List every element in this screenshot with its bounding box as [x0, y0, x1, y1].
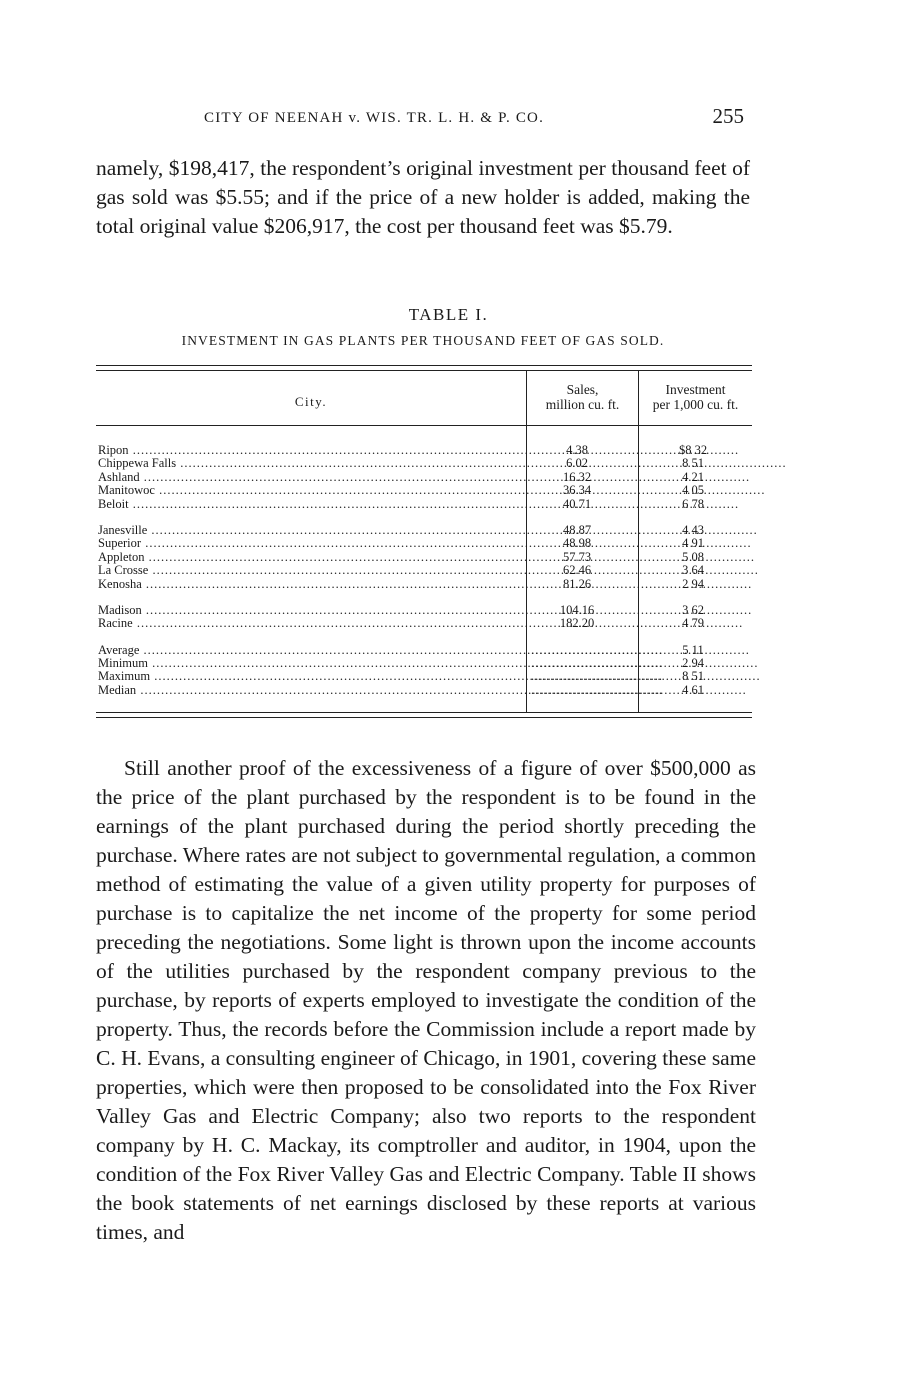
- investment-cell: 5 08: [682, 549, 704, 564]
- investment-cell: 3 62: [682, 602, 704, 617]
- table-bottom-rule-2: [96, 717, 752, 718]
- summary-label: Minimum .....: [98, 657, 522, 670]
- city-cell: Janesville .....: [98, 524, 522, 537]
- row-group-spacer: [96, 511, 752, 524]
- investment-cell: 4 79: [682, 616, 704, 631]
- table-caption: INVESTMENT IN GAS PLANTS PER THOUSAND FEET OF GAS SOLD.: [181, 333, 665, 348]
- table-title: TABLE I.: [408, 305, 489, 324]
- header-bottom-rule: [96, 425, 752, 426]
- table-top-rule-2: [96, 370, 752, 371]
- city-cell: La Crosse .....: [98, 564, 522, 577]
- sales-cell: 48.98: [562, 536, 592, 551]
- investment-cell: 8 51: [682, 456, 704, 471]
- sales-cell: 62.46: [562, 563, 592, 578]
- paragraph-body: Still another proof of the excessiveness of a figure of over $500,000 as the price of the plant purchased by the respondent is to be found in the earnings of the plant purchased during the period shortly preceding the purchase. Where rates are not subject to governmental regulation, a common method of estimating the value of a given utility property for purposes of purchase is to capitalize the net income of the property for some period preceding the negotiations. Some light is thrown upon the income accounts of the utilities purchased by the respondent company previous to the purchase, by reports of experts employed to investigate the condition of the property. Thus, the records before the Commission include a report made by C. H. Evans, a consulting engineer of Chicago, in 1901, covering these same properties, which were then proposed to be consolidated into the Fox River Valley Gas and Electric Company; also two reports to the respondent company by H. C. Mackay, its comptroller and auditor, in 1904, upon the condition of the Fox River Valley Gas and Electric Company. Table II shows the book statements of net earnings disclosed by these reports at various times, and: [96, 756, 756, 1244]
- summary-label: Median .....: [98, 684, 522, 697]
- table-row: [96, 617, 752, 630]
- sales-cell: 40.71: [562, 496, 592, 511]
- investment-cell: 5 11: [682, 642, 704, 657]
- table-row: [96, 537, 752, 550]
- investment-cell: 2 94: [682, 656, 704, 671]
- table-bottom-rule: [96, 712, 752, 713]
- summary-row: [96, 644, 752, 657]
- sales-cell: 48.87: [562, 522, 592, 537]
- table-row: [96, 524, 752, 537]
- column-header-investment-line2: per 1,000 cu. ft.: [652, 397, 739, 412]
- leader-dots: ................................: [531, 682, 663, 697]
- column-header-sales-line2: million cu. ft.: [545, 397, 620, 412]
- running-title: CITY OF NEENAH v. WIS. TR. L. H. & P. CO.: [204, 110, 545, 126]
- table-row: [96, 551, 752, 564]
- column-header-sales-line1: Sales,: [566, 382, 599, 397]
- city-cell: Ashland .....: [98, 471, 522, 484]
- city-cell: Appleton .....: [98, 551, 522, 564]
- table-row: [96, 484, 752, 497]
- city-cell: Racine .....: [98, 617, 522, 630]
- row-group-spacer: [96, 631, 752, 644]
- leader-dots: ................................: [531, 656, 663, 671]
- sales-cell: 4.38: [566, 443, 588, 457]
- table-row: [96, 578, 752, 591]
- investment-cell: 6 78: [682, 496, 704, 511]
- investment-cell: 4 91: [682, 536, 704, 551]
- summary-row: [96, 670, 752, 683]
- sales-cell: 81.26: [562, 576, 592, 591]
- column-header-investment: [639, 382, 752, 412]
- column-header-sales: [527, 382, 638, 412]
- city-cell: Madison .....: [98, 604, 522, 617]
- summary-label: Average .....: [98, 644, 522, 657]
- table-row: [96, 564, 752, 577]
- sales-cell: 6.02: [566, 456, 588, 471]
- investment-cell: $8 32: [678, 443, 708, 457]
- table-row: [96, 604, 752, 617]
- city-cell: Beloit .....: [98, 498, 522, 511]
- table-row: [96, 471, 752, 484]
- sales-cell: 104.16: [559, 602, 595, 617]
- city-cell: Manitowoc .....: [98, 484, 522, 497]
- city-cell: Kenosha .....: [98, 578, 522, 591]
- column-header-city: City.: [294, 394, 328, 409]
- leader-dots: ................................: [531, 642, 663, 657]
- investment-cell: 4 61: [682, 682, 704, 697]
- summary-label: Maximum .....: [98, 670, 522, 683]
- table-top-rule: [96, 365, 752, 366]
- column-header-investment-line1: Investment: [665, 382, 726, 397]
- paragraph-intro: namely, $198,417, the respondent’s original investment per thousand feet of gas sold was $5.55; and if the price of a new holder is added, making the total original value $206,917, the cost per thousand feet was $5.79.: [96, 156, 750, 238]
- table-row: [96, 444, 752, 457]
- row-group-spacer: [96, 591, 752, 604]
- investment-cell: 8 51: [682, 669, 704, 684]
- investment-cell: 3 64: [682, 563, 704, 578]
- city-cell: Chippewa Falls .....: [98, 457, 522, 470]
- sales-cell: 16.32: [562, 469, 592, 484]
- leader-dots: ................................: [531, 669, 663, 684]
- sales-cell: 182.20: [559, 616, 595, 631]
- investment-cell: 4 05: [682, 483, 704, 498]
- page-number: 255: [712, 104, 744, 128]
- summary-row: [96, 684, 752, 697]
- investment-cell: 4 43: [682, 522, 704, 537]
- investment-cell: 4 21: [682, 469, 704, 484]
- investment-cell: 2 94: [682, 576, 704, 591]
- running-head: [96, 104, 750, 134]
- sales-cell: 57.73: [562, 549, 592, 564]
- summary-row: [96, 657, 752, 670]
- city-cell: Ripon .....: [98, 444, 522, 457]
- table-body: [96, 444, 752, 697]
- table-row: [96, 457, 752, 470]
- sales-cell: 36.34: [562, 483, 592, 498]
- table-row: [96, 498, 752, 511]
- city-cell: Superior .....: [98, 537, 522, 550]
